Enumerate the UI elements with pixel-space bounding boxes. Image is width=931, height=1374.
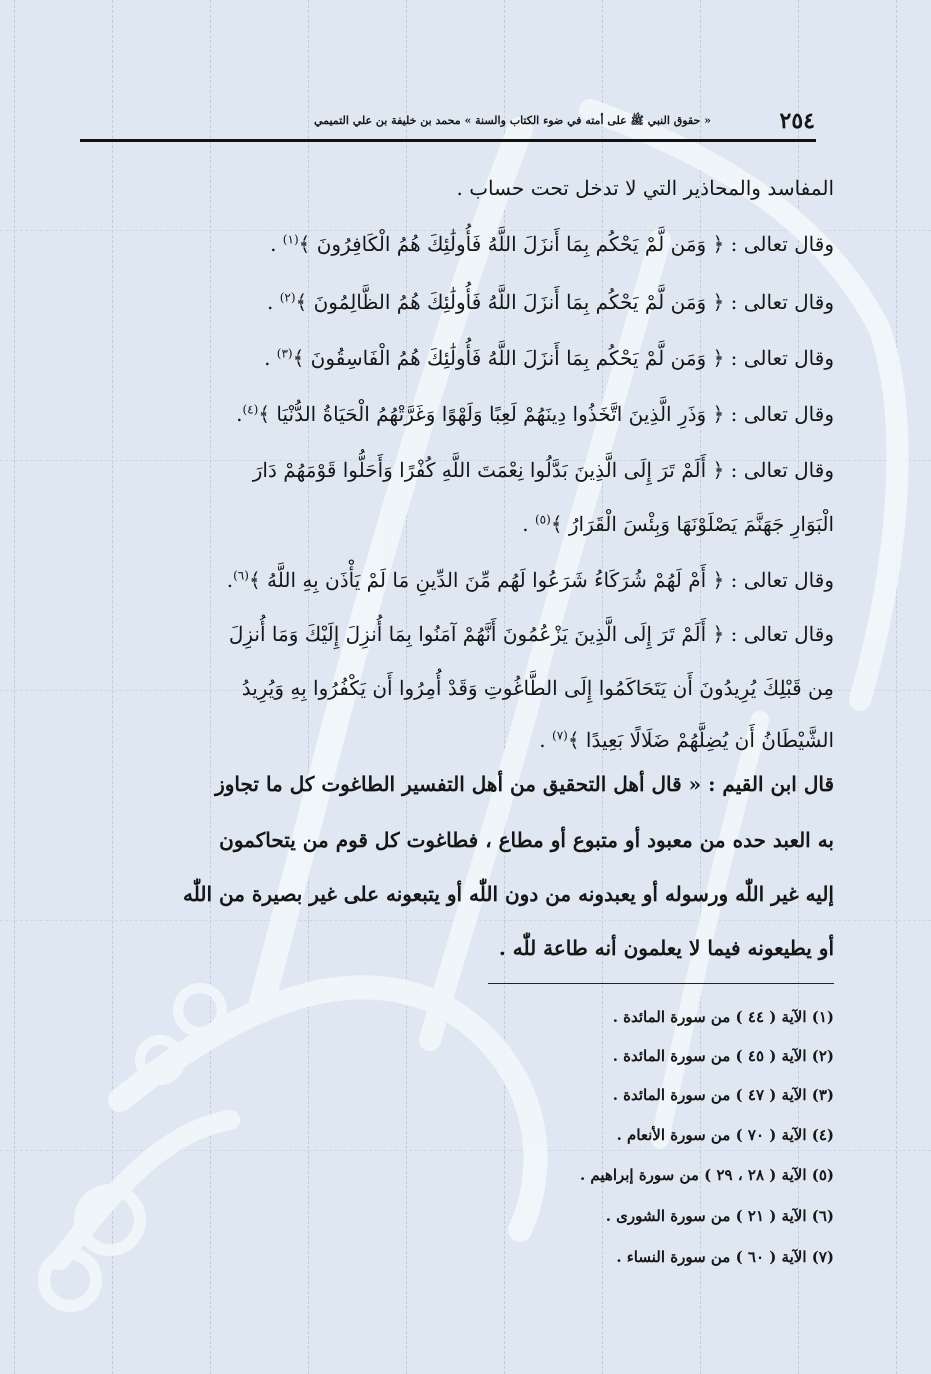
footnote-ref: (١)	[282, 232, 299, 247]
footnote-rule	[488, 983, 834, 984]
footnote-ref: (٧)	[552, 728, 568, 743]
grid-line	[0, 920, 931, 921]
verse-line: وقال تعالى : ﴿ وَمَن لَّمْ يَحْكُم بِمَا أَنزَلَ اللَّهُ فَأُولَٰئِكَ هُمُ الْفَاسِقُونَ ﴾$^{(٣)}$ .	[264, 346, 834, 370]
grid-line	[14, 0, 15, 1374]
quote-line: به العبد حده من معبود أو متبوع أو مطاع ، فطاغوت كل قوم من يتحاكمون	[219, 828, 834, 852]
header-title: « حقوق النبي ﷺ على أمته في ضوء الكتاب والسنة » محمد بن خليفة بن علي التميمي	[313, 114, 711, 127]
page-number: ٢٥٤	[779, 108, 815, 134]
grid-line	[112, 0, 113, 1374]
footnote-item: (٦) الآية ( ٢١ ) من سورة الشورى .	[605, 1207, 834, 1225]
footnote-item: (٢) الآية ( ٤٥ ) من سورة المائدة .	[612, 1047, 834, 1065]
running-header	[80, 108, 815, 140]
verse-line: وقال تعالى : ﴿ وَمَن لَّمْ يَحْكُم بِمَا أَنزَلَ اللَّهُ فَأُولَٰئِكَ هُمُ الظَّالِمُونَ ﴾$^{(٢)}$ .	[266, 290, 834, 314]
footnote-ref: (٤)	[242, 402, 259, 417]
verse-line: وقال تعالى : ﴿ أَمْ لَهُمْ شُرَكَاءُ شَرَعُوا لَهُم مِّنَ الدِّينِ مَا لَمْ يَأْذَن بِهِ اللَّهُ ﴾$^{(٦)}$.	[226, 568, 834, 592]
verse-line: وقال تعالى : ﴿ وَذَرِ الَّذِينَ اتَّخَذُوا دِينَهُمْ لَعِبًا وَلَهْوًا وَغَرَّتْهُمُ الْحَيَاةُ الدُّنْيَا ﴾$^{(٤)}$.	[236, 402, 834, 426]
footnote-item: (٤) الآية ( ٧٠ ) من سورة الأنعام .	[616, 1126, 834, 1144]
footnote-item: (٥) الآية ( ٢٨ ، ٢٩ ) من سورة إبراهيم .	[579, 1166, 834, 1184]
text-line: المفاسد والمحاذير التي لا تدخل تحت حساب .	[456, 176, 834, 200]
verse-line: الْبَوَارِ جَهَنَّمَ يَصْلَوْنَهَا وَبِئْسَ الْقَرَارُ ﴾$^{(٥)}$ .	[522, 512, 834, 536]
footnote-item: (٣) الآية ( ٤٧ ) من سورة المائدة .	[612, 1086, 834, 1104]
verse-line: وقال تعالى : ﴿ وَمَن لَّمْ يَحْكُم بِمَا أَنزَلَ اللَّهُ فَأُولَٰئِكَ هُمُ الْكَافِرُونَ ﴾$^{(١)}$ .	[270, 232, 834, 256]
footnote-ref: (٢)	[279, 290, 296, 305]
quote-line: قال ابن القيم : « قال أهل التحقيق من أهل التفسير الطاغوت كل ما تجاوز	[215, 772, 834, 796]
grid-line	[0, 1150, 931, 1151]
footnote-ref: (٥)	[534, 512, 551, 527]
verse-line: وقال تعالى : ﴿ أَلَمْ تَرَ إِلَى الَّذِينَ بَدَّلُوا نِعْمَتَ اللَّهِ كُفْرًا وَأَحَلُّوا قَوْمَهُمْ دَارَ	[252, 458, 834, 482]
verse-line: مِن قَبْلِكَ يُرِيدُونَ أَن يَتَحَاكَمُوا إِلَى الطَّاغُوتِ وَقَدْ أُمِرُوا أَن يَكْفُرُوا بِهِ وَيُرِيدُ	[241, 676, 834, 700]
footnote-ref: (٣)	[276, 346, 293, 361]
footnote-item: (١) الآية ( ٤٤ ) من سورة المائدة .	[612, 1008, 834, 1026]
footnote-item: (٧) الآية ( ٦٠ ) من سورة النساء .	[616, 1248, 834, 1266]
quote-line: إليه غير اللّٰه ورسوله أو يعبدونه من دون اللّٰه أو يتبعونه على غير بصيرة من اللّٰه	[183, 882, 834, 906]
verse-line: وقال تعالى : ﴿ أَلَمْ تَرَ إِلَى الَّذِينَ يَزْعُمُونَ أَنَّهُمْ آمَنُوا بِمَا أُنزِلَ إِلَيْكَ وَمَا أُنزِلَ	[228, 622, 834, 646]
verse-line: الشَّيْطَانُ أَن يُضِلَّهُمْ ضَلَالًا بَعِيدًا ﴾$^{(٧)}$ .	[539, 728, 834, 752]
quote-line: أو يطيعونه فيما لا يعلمون أنه طاعة للّٰه .	[498, 936, 834, 960]
footnote-ref: (٦)	[233, 568, 249, 583]
header-rule	[80, 139, 816, 142]
grid-line	[210, 0, 211, 1374]
grid-line	[0, 230, 931, 231]
grid-line	[896, 0, 897, 1374]
